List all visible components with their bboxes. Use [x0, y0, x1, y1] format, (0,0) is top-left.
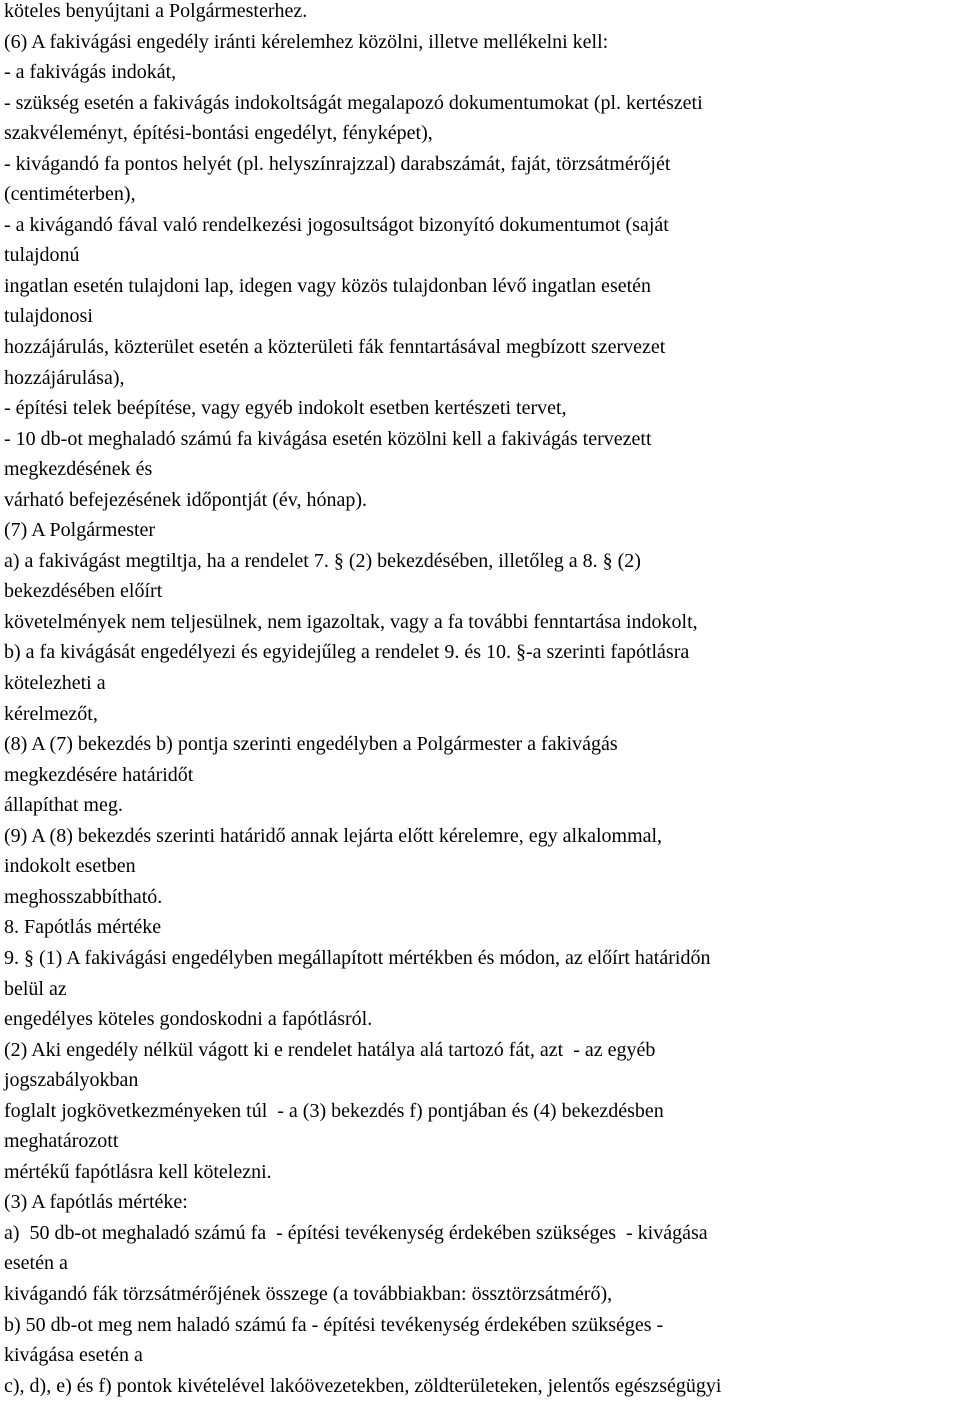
- text-line: állapíthat meg.: [4, 794, 123, 817]
- text-line: - szükség esetén a fakivágás indokoltságát megalapozó dokumentumokat (pl. kertészeti: [4, 91, 703, 114]
- text-line: b) a fa kivágását engedélyezi és egyidejűleg a rendelet 9. és 10. §-a szerinti fapótlásra: [4, 641, 690, 664]
- text-line: - 10 db-ot meghaladó számú fa kivágása esetén közölni kell a fakivágás tervezett: [4, 427, 652, 450]
- text-line: meghatározott: [4, 1130, 119, 1153]
- text-line: jogszabályokban: [4, 1069, 139, 1092]
- text-line: c), d), e) és f) pontok kivételével lakóövezetekben, zöldterületeken, jelentős egészségügyi: [4, 1374, 722, 1397]
- text-line: követelmények nem teljesülnek, nem igazoltak, vagy a fa további fenntartása indokolt,: [4, 610, 698, 633]
- text-line: - a kivágandó fával való rendelkezési jogosultságot bizonyító dokumentumot (saját: [4, 213, 669, 236]
- text-line: bekezdésében előírt: [4, 580, 163, 603]
- text-line: (8) A (7) bekezdés b) pontja szerinti engedélyben a Polgármester a fakivágás: [4, 733, 618, 756]
- text-line: (2) Aki engedély nélkül vágott ki e rendelet hatálya alá tartozó fát, azt - az egyéb: [4, 1038, 656, 1061]
- text-line: (3) A fapótlás mértéke:: [4, 1191, 188, 1214]
- text-line: köteles benyújtani a Polgármesterhez.: [4, 0, 308, 22]
- text-line: foglalt jogkövetkezményeken túl - a (3) bekezdés f) pontjában és (4) bekezdésben: [4, 1099, 664, 1122]
- text-line: a) 50 db-ot meghaladó számú fa - építési tevékenység érdekében szükséges - kivágása: [4, 1221, 708, 1244]
- text-line: - kivágandó fa pontos helyét (pl. helyszínrajzzal) darabszámát, faját, törzsátmérőjét: [4, 152, 671, 175]
- text-line: - építési telek beépítése, vagy egyéb indokolt esetben kertészeti tervet,: [4, 397, 567, 420]
- text-line: hozzájárulása),: [4, 366, 125, 389]
- text-line: szakvéleményt, építési-bontási engedélyt, fényképet),: [4, 122, 433, 145]
- text-line: engedélyes köteles gondoskodni a fapótlásról.: [4, 1008, 373, 1031]
- text-line: 9. § (1) A fakivágási engedélyben megállapított mértékben és módon, az előírt határidőn: [4, 946, 711, 969]
- text-line: esetén a: [4, 1252, 68, 1275]
- document-page: [4, 0, 960, 1401]
- text-line: (centiméterben),: [4, 183, 136, 206]
- section-heading: 8. Fapótlás mértéke: [4, 916, 162, 939]
- text-line: kötelezheti a: [4, 672, 106, 695]
- text-line: hozzájárulás, közterület esetén a közterületi fák fenntartásával megbízott szervezet: [4, 336, 666, 359]
- text-line: b) 50 db-ot meg nem haladó számú fa - építési tevékenység érdekében szükséges -: [4, 1313, 664, 1336]
- text-line: kivágása esetén a: [4, 1344, 143, 1367]
- text-line: indokolt esetben: [4, 855, 136, 878]
- text-line: megkezdésének és: [4, 458, 153, 481]
- text-line: (9) A (8) bekezdés szerinti határidő annak lejárta előtt kérelemre, egy alkalommal,: [4, 824, 663, 847]
- text-line: várható befejezésének időpontját (év, hónap).: [4, 488, 367, 511]
- text-line: belül az: [4, 977, 67, 1000]
- text-line: kivágandó fák törzsátmérőjének összege (a továbbiakban: össztörzsátmérő),: [4, 1282, 613, 1305]
- text-line: mértékű fapótlásra kell kötelezni.: [4, 1160, 272, 1183]
- text-line: kérelmezőt,: [4, 702, 98, 725]
- text-line: meghosszabbítható.: [4, 885, 163, 908]
- text-line: - a fakivágás indokát,: [4, 61, 177, 84]
- section-heading: (7) A Polgármester: [4, 519, 156, 542]
- text-line: a) a fakivágást megtiltja, ha a rendelet 7. § (2) bekezdésében, illetőleg a 8. § (2): [4, 549, 641, 572]
- text-line: tulajdonosi: [4, 305, 93, 328]
- text-line: (6) A fakivágási engedély iránti kérelemhez közölni, illetve mellékelni kell:: [4, 30, 609, 53]
- text-line: ingatlan esetén tulajdoni lap, idegen vagy közös tulajdonban lévő ingatlan esetén: [4, 274, 652, 297]
- text-line: tulajdonú: [4, 244, 80, 267]
- text-line: megkezdésére határidőt: [4, 763, 194, 786]
